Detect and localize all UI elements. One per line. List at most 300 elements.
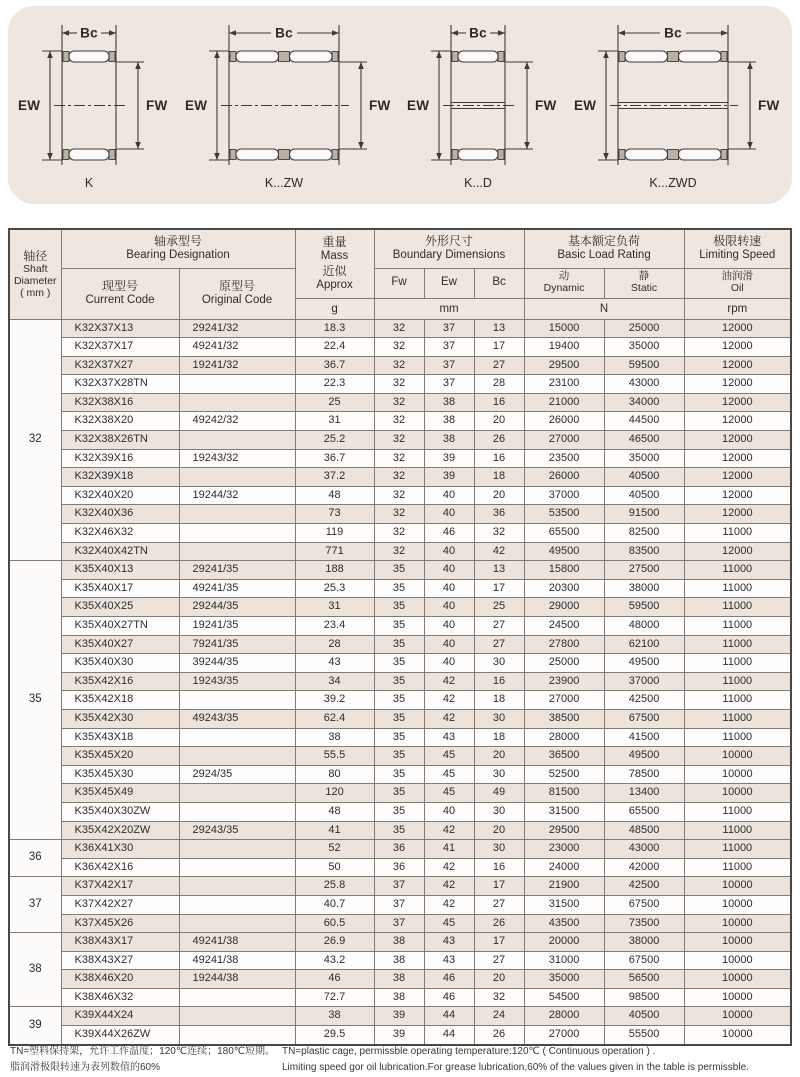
fw-cell: 36 <box>374 840 424 859</box>
oil-speed-cell: 12000 <box>684 449 791 468</box>
dynamic-load-cell: 25000 <box>524 654 604 673</box>
ew-cell: 40 <box>424 635 474 654</box>
ew-cell: 37 <box>424 375 474 394</box>
table-row <box>9 617 791 636</box>
ew-cell: 40 <box>424 486 474 505</box>
current-code-cell: K35X40X17 <box>61 579 179 598</box>
shaft-diameter-cell: 36 <box>9 840 61 877</box>
bearing-diagram-kzw <box>181 13 397 198</box>
header-fw-label: Fw <box>391 276 407 289</box>
mass-cell: 29.5 <box>295 1026 374 1045</box>
table-row <box>9 821 791 840</box>
oil-speed-cell: 12000 <box>684 505 791 524</box>
dynamic-load-cell: 23000 <box>524 840 604 859</box>
table-row <box>9 598 791 617</box>
static-load-cell: 40500 <box>604 1007 684 1026</box>
original-code-cell <box>179 393 295 412</box>
dynamic-load-cell: 24500 <box>524 617 604 636</box>
ew-cell: 40 <box>424 617 474 636</box>
ew-cell: 40 <box>424 802 474 821</box>
mass-cell: 119 <box>295 524 374 543</box>
bc-cell: 32 <box>474 524 524 543</box>
dynamic-load-cell: 31500 <box>524 895 604 914</box>
mass-cell: 72.7 <box>295 988 374 1007</box>
bc-cell: 18 <box>474 691 524 710</box>
oil-speed-cell: 12000 <box>684 542 791 561</box>
ew-cell: 40 <box>424 561 474 580</box>
ew-cell: 40 <box>424 542 474 561</box>
mass-cell: 43.2 <box>295 951 374 970</box>
original-code-cell: 19244/38 <box>179 970 295 989</box>
fw-cell: 32 <box>374 524 424 543</box>
original-code-cell <box>179 840 295 859</box>
table-row <box>9 691 791 710</box>
ew-cell: 38 <box>424 393 474 412</box>
current-code-cell: K32X37X28TN <box>61 375 179 394</box>
mass-cell: 73 <box>295 505 374 524</box>
bc-cell: 27 <box>474 951 524 970</box>
current-code-cell: K35X40X30 <box>61 654 179 673</box>
oil-speed-cell: 10000 <box>684 784 791 803</box>
mass-cell: 39.2 <box>295 691 374 710</box>
current-code-cell: K32X38X26TN <box>61 431 179 450</box>
header-load-unit <box>524 298 684 319</box>
ew-cell: 46 <box>424 970 474 989</box>
header-boundary-dimensions <box>374 229 524 268</box>
oil-speed-cell: 11000 <box>684 821 791 840</box>
bc-cell: 16 <box>474 858 524 877</box>
dynamic-load-cell: 31500 <box>524 802 604 821</box>
original-code-cell: 29241/35 <box>179 561 295 580</box>
static-load-cell: 78500 <box>604 765 684 784</box>
bc-cell: 30 <box>474 840 524 859</box>
original-code-cell: 49242/32 <box>179 412 295 431</box>
fw-cell: 39 <box>374 1007 424 1026</box>
header-limiting-speed <box>684 229 791 268</box>
footnote-en-line2: Limiting speed gor oil lubrication.For grease lubrication,60% of the values given in the table is permissble. <box>282 1061 749 1073</box>
mass-cell: 31 <box>295 598 374 617</box>
fw-cell: 35 <box>374 821 424 840</box>
original-code-cell: 79241/35 <box>179 635 295 654</box>
mass-cell: 46 <box>295 970 374 989</box>
header-dynamic-en: Dynamic <box>543 282 585 294</box>
mass-cell: 37.2 <box>295 468 374 487</box>
bc-dim-label: Bc <box>663 25 682 40</box>
static-load-cell: 48500 <box>604 821 684 840</box>
header-shaft-en2: Diameter <box>13 274 57 287</box>
static-load-cell: 67500 <box>604 951 684 970</box>
dynamic-load-cell: 28000 <box>524 1007 604 1026</box>
fw-cell: 35 <box>374 561 424 580</box>
current-code-cell: K39X44X26ZW <box>61 1026 179 1045</box>
oil-speed-cell: 12000 <box>684 412 791 431</box>
header-original-en: Original Code <box>201 294 273 307</box>
dynamic-load-cell: 52500 <box>524 765 604 784</box>
original-code-cell: 19241/35 <box>179 617 295 636</box>
ew-dim-label: EW <box>184 97 208 113</box>
fw-dim-label: FW <box>368 97 391 113</box>
dynamic-load-cell: 81500 <box>524 784 604 803</box>
original-code-cell: 2924/35 <box>179 765 295 784</box>
static-load-cell: 46500 <box>604 431 684 450</box>
dynamic-load-cell: 15800 <box>524 561 604 580</box>
dynamic-load-cell: 27000 <box>524 691 604 710</box>
dynamic-load-cell: 27000 <box>524 431 604 450</box>
original-code-cell <box>179 468 295 487</box>
oil-speed-cell: 10000 <box>684 877 791 896</box>
fw-cell: 35 <box>374 635 424 654</box>
static-load-cell: 48000 <box>604 617 684 636</box>
table-row <box>9 319 791 338</box>
header-load-zh: 基本额定负荷 <box>568 234 641 249</box>
oil-speed-cell: 10000 <box>684 988 791 1007</box>
static-load-cell: 25000 <box>604 319 684 338</box>
mass-cell: 55.5 <box>295 747 374 766</box>
table-row <box>9 709 791 728</box>
header-static <box>604 268 684 298</box>
original-code-cell: 19243/35 <box>179 672 295 691</box>
mass-cell: 22.3 <box>295 375 374 394</box>
header-mass-zh2: 近似 <box>322 263 347 278</box>
original-code-cell <box>179 691 295 710</box>
current-code-cell: K35X40X13 <box>61 561 179 580</box>
static-load-cell: 65500 <box>604 802 684 821</box>
oil-speed-cell: 11000 <box>684 840 791 859</box>
original-code-cell <box>179 505 295 524</box>
ew-cell: 43 <box>424 951 474 970</box>
mass-cell: 771 <box>295 542 374 561</box>
oil-speed-cell: 10000 <box>684 747 791 766</box>
bc-cell: 36 <box>474 505 524 524</box>
dynamic-load-cell: 53500 <box>524 505 604 524</box>
bearing-diagrams-panel <box>8 6 792 204</box>
original-code-cell <box>179 895 295 914</box>
oil-speed-cell: 12000 <box>684 338 791 357</box>
dynamic-load-cell: 20000 <box>524 933 604 952</box>
ew-cell: 42 <box>424 709 474 728</box>
bc-dim-label: Bc <box>80 25 99 40</box>
variant-label-kzwd: K...ZWD <box>648 175 697 190</box>
footnote-cn-line2: 脂润滑极限转速为表列数值的60% <box>10 1061 161 1073</box>
ew-cell: 43 <box>424 933 474 952</box>
table-row <box>9 431 791 450</box>
boundary-unit-label: mm <box>439 302 459 315</box>
static-load-cell: 59500 <box>604 598 684 617</box>
table-row <box>9 524 791 543</box>
static-load-cell: 91500 <box>604 505 684 524</box>
fw-cell: 35 <box>374 728 424 747</box>
header-current-en: Current Code <box>85 294 155 307</box>
ew-cell: 45 <box>424 784 474 803</box>
oil-speed-cell: 10000 <box>684 765 791 784</box>
header-mass-en: Mass <box>320 249 349 262</box>
header-boundary-en: Boundary Dimensions <box>392 249 506 262</box>
ew-cell: 37 <box>424 338 474 357</box>
ew-cell: 42 <box>424 895 474 914</box>
oil-speed-cell: 11000 <box>684 579 791 598</box>
table-row <box>9 579 791 598</box>
mass-cell: 40.7 <box>295 895 374 914</box>
oil-speed-cell: 11000 <box>684 561 791 580</box>
current-code-cell: K38X46X32 <box>61 988 179 1007</box>
oil-speed-cell: 11000 <box>684 654 791 673</box>
dynamic-load-cell: 28000 <box>524 728 604 747</box>
bc-cell: 30 <box>474 654 524 673</box>
static-load-cell: 40500 <box>604 468 684 487</box>
dynamic-load-cell: 21000 <box>524 393 604 412</box>
bc-cell: 24 <box>474 1007 524 1026</box>
bc-cell: 27 <box>474 617 524 636</box>
header-mass <box>295 229 374 298</box>
static-load-cell: 55500 <box>604 1026 684 1045</box>
fw-cell: 32 <box>374 486 424 505</box>
fw-cell: 32 <box>374 338 424 357</box>
fw-cell: 32 <box>374 505 424 524</box>
table-row <box>9 635 791 654</box>
original-code-cell <box>179 877 295 896</box>
fw-cell: 32 <box>374 542 424 561</box>
table-row <box>9 951 791 970</box>
header-designation-zh: 轴承型号 <box>154 234 203 249</box>
bc-cell: 16 <box>474 449 524 468</box>
table-row <box>9 338 791 357</box>
dynamic-load-cell: 49500 <box>524 542 604 561</box>
original-code-cell <box>179 1026 295 1045</box>
original-code-cell <box>179 728 295 747</box>
bc-cell: 27 <box>474 635 524 654</box>
ew-cell: 40 <box>424 505 474 524</box>
fw-cell: 32 <box>374 375 424 394</box>
header-mass-en2: Approx <box>316 278 353 291</box>
dynamic-load-cell: 36500 <box>524 747 604 766</box>
mass-cell: 28 <box>295 635 374 654</box>
original-code-cell <box>179 784 295 803</box>
header-mass-unit <box>295 298 374 319</box>
fw-cell: 37 <box>374 895 424 914</box>
dynamic-load-cell: 20300 <box>524 579 604 598</box>
oil-speed-cell: 11000 <box>684 728 791 747</box>
shaft-diameter-cell: 38 <box>9 933 61 1007</box>
table-row <box>9 468 791 487</box>
current-code-cell: K35X40X25 <box>61 598 179 617</box>
mass-cell: 23.4 <box>295 617 374 636</box>
table-row <box>9 840 791 859</box>
fw-cell: 38 <box>374 970 424 989</box>
static-load-cell: 35000 <box>604 449 684 468</box>
mass-cell: 38 <box>295 1007 374 1026</box>
header-bearing-designation <box>61 229 295 268</box>
oil-speed-cell: 11000 <box>684 524 791 543</box>
header-designation-en: Bearing Designation <box>126 249 230 262</box>
dynamic-load-cell: 38500 <box>524 709 604 728</box>
current-code-cell: K32X37X27 <box>61 356 179 375</box>
fw-dim-label: FW <box>757 97 780 113</box>
header-fw <box>374 268 424 298</box>
table-row <box>9 1026 791 1045</box>
mass-cell: 36.7 <box>295 356 374 375</box>
original-code-cell <box>179 524 295 543</box>
static-load-cell: 83500 <box>604 542 684 561</box>
mass-cell: 25.2 <box>295 431 374 450</box>
original-code-cell <box>179 1007 295 1026</box>
header-load-en: Basic Load Rating <box>557 249 651 262</box>
original-code-cell: 29241/32 <box>179 319 295 338</box>
bc-dim-label: Bc <box>274 25 293 40</box>
mass-cell: 22.4 <box>295 338 374 357</box>
ew-cell: 42 <box>424 691 474 710</box>
table-row <box>9 765 791 784</box>
current-code-cell: K35X42X30 <box>61 709 179 728</box>
oil-speed-cell: 10000 <box>684 1026 791 1045</box>
current-code-cell: K35X42X18 <box>61 691 179 710</box>
header-oil-en: Oil <box>730 282 744 294</box>
bearing-spec-table <box>8 228 792 1046</box>
ew-cell: 37 <box>424 356 474 375</box>
static-load-cell: 42000 <box>604 858 684 877</box>
fw-cell: 35 <box>374 784 424 803</box>
original-code-cell: 19241/32 <box>179 356 295 375</box>
static-load-cell: 44500 <box>604 412 684 431</box>
table-row <box>9 449 791 468</box>
original-code-cell: 49241/38 <box>179 933 295 952</box>
oil-speed-cell: 10000 <box>684 895 791 914</box>
fw-dim-label: FW <box>146 97 168 113</box>
original-code-cell <box>179 375 295 394</box>
load-unit-label: N <box>599 302 609 315</box>
header-shaft-zh: 轴径 <box>23 249 48 264</box>
static-load-cell: 13400 <box>604 784 684 803</box>
original-code-cell: 29243/35 <box>179 821 295 840</box>
original-code-cell <box>179 431 295 450</box>
original-code-cell <box>179 542 295 561</box>
table-row <box>9 561 791 580</box>
oil-speed-cell: 12000 <box>684 375 791 394</box>
bc-cell: 25 <box>474 598 524 617</box>
dynamic-load-cell: 21900 <box>524 877 604 896</box>
bc-cell: 26 <box>474 1026 524 1045</box>
bc-cell: 18 <box>474 728 524 747</box>
fw-cell: 38 <box>374 951 424 970</box>
table-row <box>9 988 791 1007</box>
bc-cell: 17 <box>474 579 524 598</box>
ew-cell: 42 <box>424 672 474 691</box>
current-code-cell: K35X45X49 <box>61 784 179 803</box>
fw-cell: 35 <box>374 802 424 821</box>
original-code-cell <box>179 747 295 766</box>
fw-cell: 39 <box>374 1026 424 1045</box>
fw-cell: 35 <box>374 617 424 636</box>
variant-label-kzw: K...ZW <box>264 175 303 190</box>
ew-cell: 44 <box>424 1026 474 1045</box>
mass-cell: 26.9 <box>295 933 374 952</box>
original-code-cell <box>179 802 295 821</box>
table-row <box>9 542 791 561</box>
bc-cell: 26 <box>474 914 524 933</box>
current-code-cell: K32X39X16 <box>61 449 179 468</box>
current-code-cell: K35X42X16 <box>61 672 179 691</box>
original-code-cell: 49241/35 <box>179 579 295 598</box>
bc-cell: 27 <box>474 895 524 914</box>
mass-unit-label: g <box>331 302 338 315</box>
ew-cell: 46 <box>424 988 474 1007</box>
static-load-cell: 37000 <box>604 672 684 691</box>
bc-cell: 17 <box>474 877 524 896</box>
mass-cell: 62.4 <box>295 709 374 728</box>
speed-unit-label: rpm <box>727 302 748 315</box>
current-code-cell: K32X38X20 <box>61 412 179 431</box>
bc-cell: 20 <box>474 821 524 840</box>
current-code-cell: K37X45X26 <box>61 914 179 933</box>
header-speed-unit <box>684 298 791 319</box>
mass-cell: 188 <box>295 561 374 580</box>
header-current-code <box>61 268 179 319</box>
oil-speed-cell: 10000 <box>684 951 791 970</box>
ew-cell: 40 <box>424 654 474 673</box>
bc-dim-label: Bc <box>469 25 488 40</box>
dynamic-load-cell: 43500 <box>524 914 604 933</box>
table-row <box>9 356 791 375</box>
dynamic-load-cell: 65500 <box>524 524 604 543</box>
bc-cell: 20 <box>474 412 524 431</box>
static-load-cell: 40500 <box>604 486 684 505</box>
dynamic-load-cell: 23900 <box>524 672 604 691</box>
oil-speed-cell: 11000 <box>684 617 791 636</box>
bc-cell: 30 <box>474 802 524 821</box>
static-load-cell: 49500 <box>604 654 684 673</box>
header-oil <box>684 268 791 298</box>
table-row <box>9 412 791 431</box>
current-code-cell: K32X40X42TN <box>61 542 179 561</box>
ew-cell: 43 <box>424 728 474 747</box>
ew-cell: 45 <box>424 747 474 766</box>
current-code-cell: K38X43X17 <box>61 933 179 952</box>
static-load-cell: 42500 <box>604 877 684 896</box>
static-load-cell: 38000 <box>604 579 684 598</box>
dynamic-load-cell: 26000 <box>524 468 604 487</box>
original-code-cell: 49241/32 <box>179 338 295 357</box>
header-static-en: Static <box>630 282 658 294</box>
current-code-cell: K35X40X27 <box>61 635 179 654</box>
static-load-cell: 67500 <box>604 709 684 728</box>
static-load-cell: 27500 <box>604 561 684 580</box>
shaft-diameter-cell: 32 <box>9 319 61 561</box>
bc-cell: 17 <box>474 933 524 952</box>
current-code-cell: K35X40X27TN <box>61 617 179 636</box>
table-body <box>9 319 791 1045</box>
dynamic-load-cell: 31000 <box>524 951 604 970</box>
static-load-cell: 43000 <box>604 375 684 394</box>
ew-cell: 44 <box>424 1007 474 1026</box>
header-shaft-unit: ( mm ) <box>20 286 51 299</box>
table-row <box>9 1007 791 1026</box>
oil-speed-cell: 12000 <box>684 468 791 487</box>
dynamic-load-cell: 29500 <box>524 821 604 840</box>
current-code-cell: K39X44X24 <box>61 1007 179 1026</box>
fw-dim-label: FW <box>535 97 557 113</box>
mass-cell: 48 <box>295 486 374 505</box>
current-code-cell: K32X40X36 <box>61 505 179 524</box>
original-code-cell: 49241/38 <box>179 951 295 970</box>
header-shaft-en1: Shaft <box>22 263 48 276</box>
oil-speed-cell: 11000 <box>684 691 791 710</box>
ew-cell: 45 <box>424 914 474 933</box>
header-ew <box>424 268 474 298</box>
header-speed-en: Limiting Speed <box>699 249 776 262</box>
mass-cell: 52 <box>295 840 374 859</box>
fw-cell: 35 <box>374 709 424 728</box>
footnote-cn-line1: TN=塑料保持架，允许工作温度；120℃连续；180℃短期。 <box>10 1046 275 1057</box>
table-row <box>9 375 791 394</box>
